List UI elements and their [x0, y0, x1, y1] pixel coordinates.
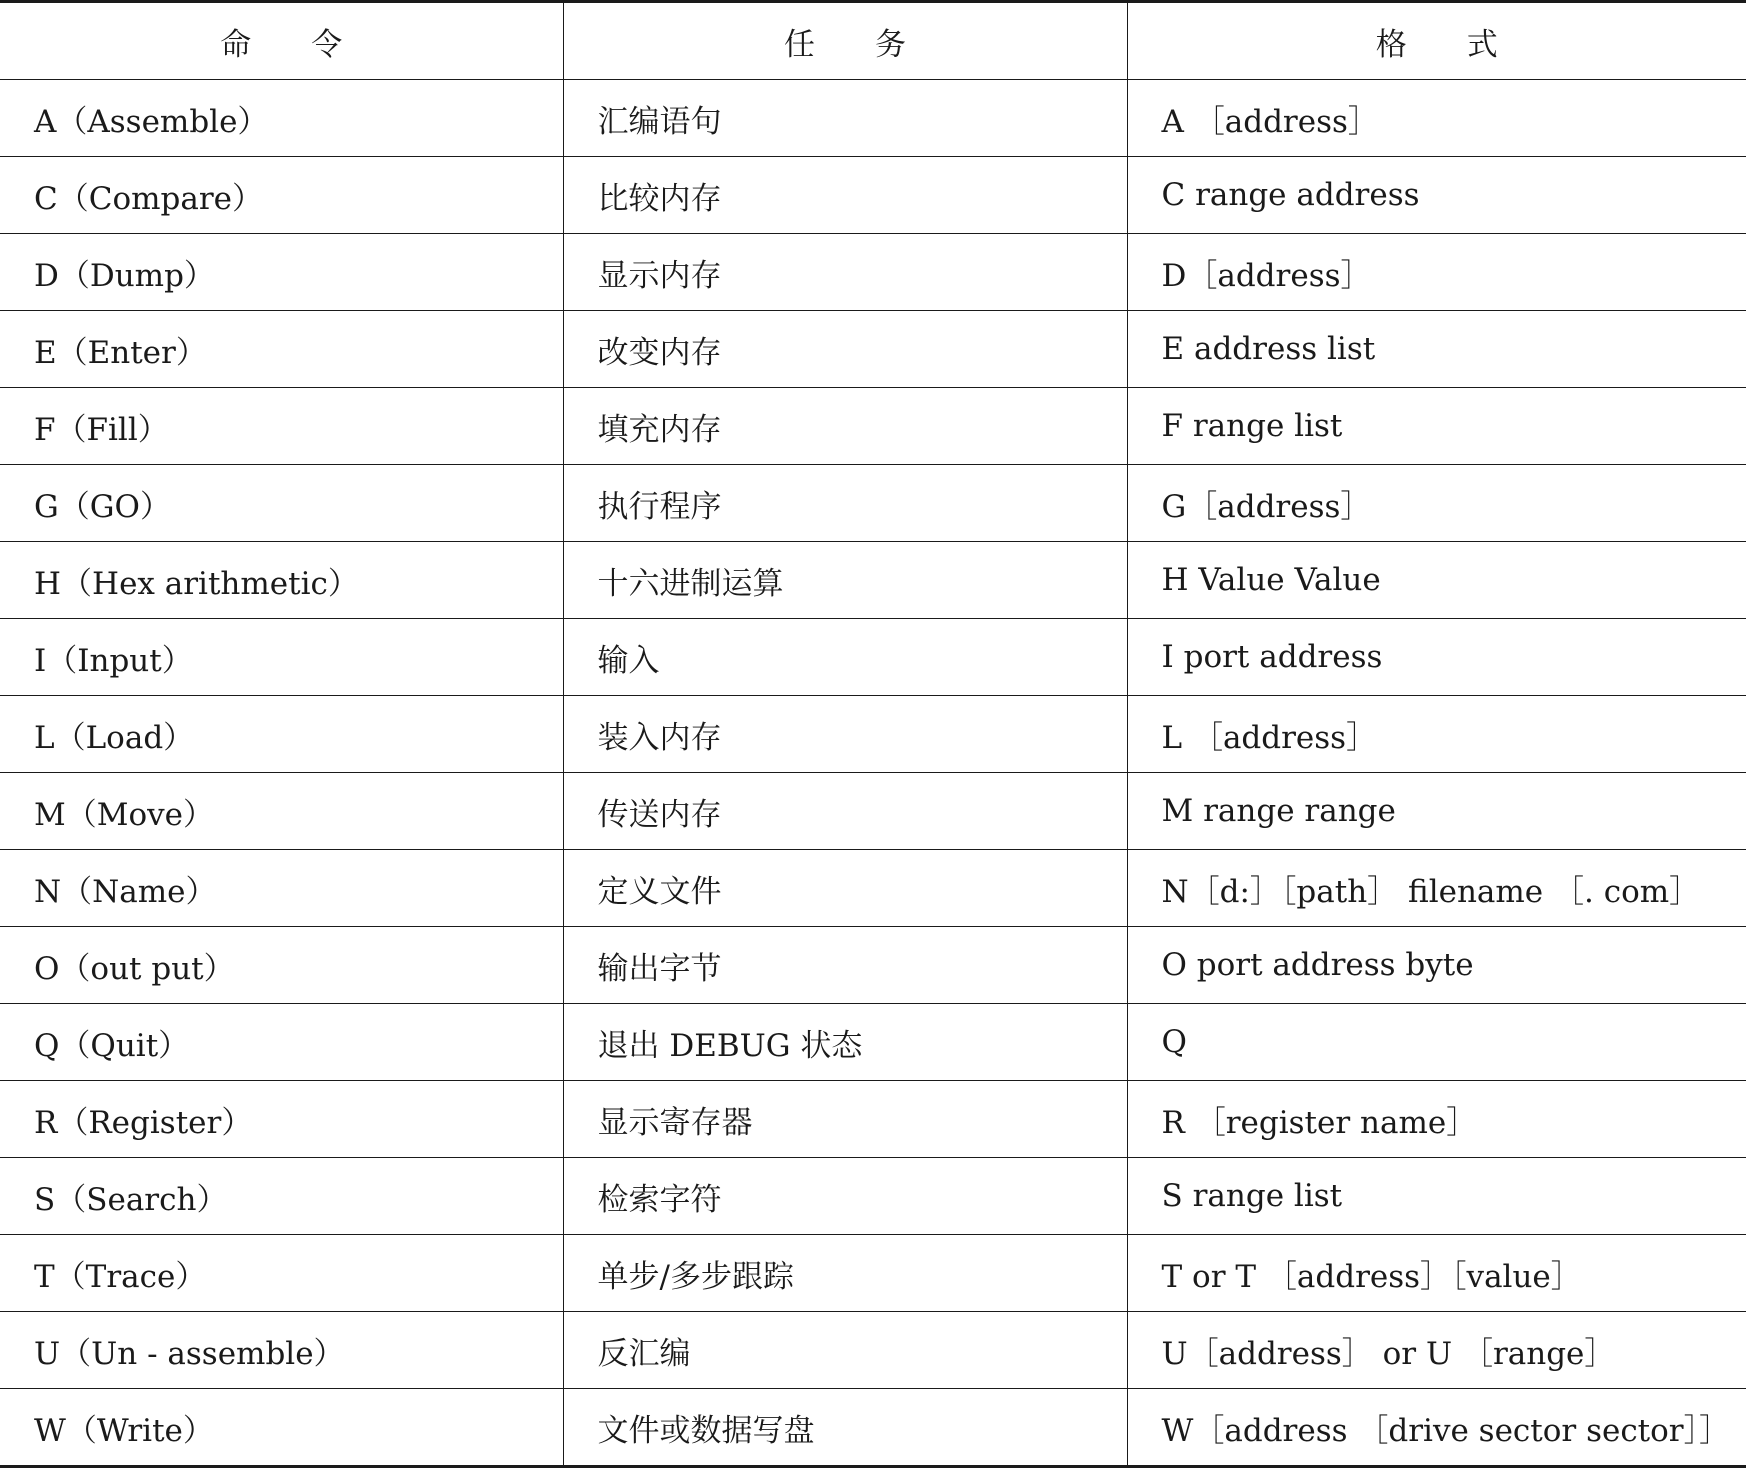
task-cell: 改变内存 [563, 311, 1127, 388]
command-cell: H（Hex arithmetic） [0, 542, 563, 619]
format-cell: H Value Value [1127, 542, 1746, 619]
command-cell: U（Un - assemble） [0, 1312, 563, 1389]
table-header-row [0, 2, 1746, 80]
task-cell: 汇编语句 [563, 80, 1127, 157]
task-cell: 填充内存 [563, 388, 1127, 465]
command-cell: A（Assemble） [0, 80, 563, 157]
header-task: 任务 [563, 2, 1127, 80]
command-cell: N（Name） [0, 850, 563, 927]
format-cell: U［address］ or U ［range］ [1127, 1312, 1746, 1389]
command-cell: I（Input） [0, 619, 563, 696]
format-cell: S range list [1127, 1158, 1746, 1235]
table-row [0, 850, 1746, 927]
format-cell: O port address byte [1127, 927, 1746, 1004]
task-cell: 单步/多步跟踪 [563, 1235, 1127, 1312]
task-cell: 显示寄存器 [563, 1081, 1127, 1158]
command-cell: T（Trace） [0, 1235, 563, 1312]
table-row [0, 1081, 1746, 1158]
task-cell: 定义文件 [563, 850, 1127, 927]
task-cell: 装入内存 [563, 696, 1127, 773]
table-row [0, 157, 1746, 234]
task-cell: 显示内存 [563, 234, 1127, 311]
table-row [0, 234, 1746, 311]
table-row [0, 1004, 1746, 1081]
format-cell: N［d:］［path］ filename ［. com］ [1127, 850, 1746, 927]
table-row [0, 542, 1746, 619]
format-cell: E address list [1127, 311, 1746, 388]
format-cell: L ［address］ [1127, 696, 1746, 773]
task-cell: 传送内存 [563, 773, 1127, 850]
command-cell: O（out put） [0, 927, 563, 1004]
table-body [0, 80, 1746, 1467]
format-cell: A ［address］ [1127, 80, 1746, 157]
command-cell: W（Write） [0, 1389, 563, 1467]
table-row [0, 465, 1746, 542]
command-cell: G（GO） [0, 465, 563, 542]
command-cell: L（Load） [0, 696, 563, 773]
task-cell: 输入 [563, 619, 1127, 696]
command-cell: S（Search） [0, 1158, 563, 1235]
format-cell: T or T ［address］［value］ [1127, 1235, 1746, 1312]
task-cell: 文件或数据写盘 [563, 1389, 1127, 1467]
format-cell: G［address］ [1127, 465, 1746, 542]
command-cell: R（Register） [0, 1081, 563, 1158]
header-format: 格式 [1127, 2, 1746, 80]
table-row [0, 619, 1746, 696]
table-row [0, 927, 1746, 1004]
task-cell: 检索字符 [563, 1158, 1127, 1235]
task-cell: 输出字节 [563, 927, 1127, 1004]
format-cell: W［address ［drive sector sector］］ [1161, 1412, 1731, 1449]
format-cell: Q [1127, 1004, 1746, 1081]
task-cell: 比较内存 [563, 157, 1127, 234]
command-cell: Q（Quit） [0, 1004, 563, 1081]
command-cell: D（Dump） [0, 234, 563, 311]
command-cell: E（Enter） [0, 311, 563, 388]
table-row [0, 1389, 1746, 1467]
task-cell: 十六进制运算 [563, 542, 1127, 619]
table-row [0, 1312, 1746, 1389]
table-row [0, 311, 1746, 388]
task-cell: 退出 DEBUG 状态 [563, 1004, 1127, 1081]
format-cell: F range list [1127, 388, 1746, 465]
task-cell: 反汇编 [563, 1312, 1127, 1389]
table-row [0, 1235, 1746, 1312]
format-cell: M range range [1127, 773, 1746, 850]
table-row [0, 80, 1746, 157]
format-cell: R ［register name］ [1127, 1081, 1746, 1158]
table-row [0, 1158, 1746, 1235]
table-row [0, 696, 1746, 773]
table-row [0, 388, 1746, 465]
format-cell: D［address］ [1127, 234, 1746, 311]
command-cell: F（Fill） [0, 388, 563, 465]
command-cell: C（Compare） [0, 157, 563, 234]
header-command: 命令 [0, 2, 563, 80]
format-cell: I port address [1127, 619, 1746, 696]
table-row [0, 773, 1746, 850]
task-cell: 执行程序 [563, 465, 1127, 542]
command-cell: M（Move） [0, 773, 563, 850]
format-cell: C range address [1127, 157, 1746, 234]
